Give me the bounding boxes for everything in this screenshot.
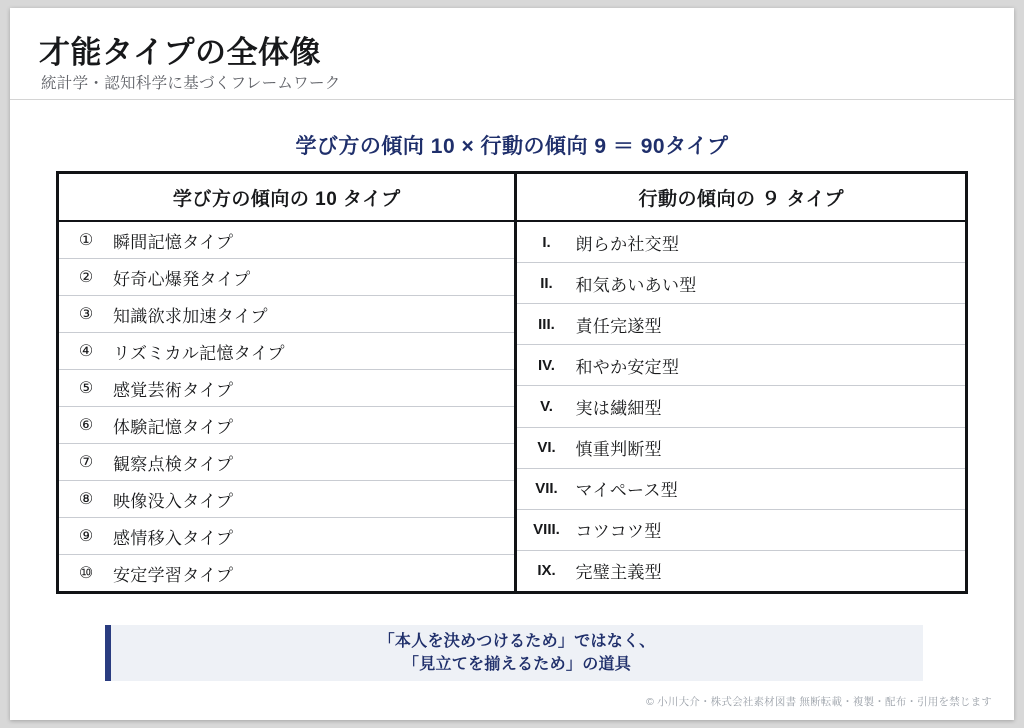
table-row [59, 259, 514, 296]
callout-line-1: 「本人を決めつけるため」ではなく、 [378, 632, 656, 650]
learning-types-header: 学び方の傾向の 10 タイプ [59, 174, 514, 222]
behavior-types-header: 行動の傾向の ９ タイプ [517, 174, 965, 222]
table-row [517, 428, 965, 469]
row-label: 観察点検タイプ [113, 454, 234, 474]
table-row [59, 407, 514, 444]
table-row [517, 469, 965, 510]
table-row [59, 222, 514, 259]
behavior-types-rows [517, 222, 965, 591]
row-label: マイペース型 [575, 481, 679, 501]
row-label: リズミカル記憶タイプ [113, 343, 285, 363]
row-number: ① [78, 232, 94, 249]
callout-line-2: 「見立てを揃えるため」の道具 [402, 656, 632, 673]
row-label: 安定学習タイプ [113, 565, 234, 585]
table-row [517, 304, 965, 345]
row-label: 映像没入タイプ [113, 491, 234, 511]
table-row [517, 386, 965, 427]
row-label: 和気あいあい型 [575, 275, 697, 295]
types-table [56, 171, 968, 594]
slide-header [10, 8, 1014, 100]
row-label: 感覚芸術タイプ [113, 380, 234, 400]
row-number: ④ [78, 343, 94, 360]
row-label: 実は繊細型 [575, 398, 662, 418]
row-number: VI. [537, 439, 556, 457]
row-label: 体験記憶タイプ [113, 417, 234, 437]
row-number: ③ [78, 306, 94, 323]
formula-text: 学び方の傾向 10 × 行動の傾向 9 ＝ 90タイプ [295, 135, 729, 158]
table-row [517, 345, 965, 386]
row-number: VIII. [533, 521, 560, 539]
row-label: 感情移入タイプ [113, 528, 234, 548]
row-label: コツコツ型 [575, 522, 662, 542]
row-number: IV. [538, 356, 555, 374]
table-row [59, 444, 514, 481]
behavior-types-column [517, 174, 965, 591]
row-number: ⑧ [78, 491, 94, 508]
page-subtitle: 統計学・認知科学に基づくフレームワーク [41, 75, 341, 92]
row-number: I. [542, 233, 551, 251]
table-row [517, 551, 965, 591]
table-row [59, 555, 514, 591]
table-row [59, 481, 514, 518]
row-number: ⑩ [78, 565, 94, 582]
row-number: ⑨ [78, 528, 94, 545]
slide [10, 8, 1014, 720]
table-row [59, 370, 514, 407]
row-number: III. [538, 315, 555, 333]
table-row [59, 333, 514, 370]
row-number: ⑥ [78, 417, 94, 434]
row-label: 朗らか社交型 [575, 234, 680, 254]
table-row [59, 296, 514, 333]
row-number: II. [540, 274, 553, 292]
row-label: 知識欲求加速タイプ [113, 306, 268, 326]
row-label: 完璧主義型 [575, 563, 662, 583]
table-row [517, 510, 965, 551]
table-row [517, 222, 965, 263]
page-title: 才能タイプの全体像 [39, 35, 321, 70]
learning-types-column [59, 174, 517, 591]
row-number: V. [540, 397, 553, 415]
row-number: ⑤ [78, 380, 94, 397]
learning-types-rows [59, 222, 514, 591]
row-label: 好奇心爆発タイプ [113, 269, 251, 289]
row-label: 責任完遂型 [575, 316, 662, 336]
table-row [517, 263, 965, 304]
row-label: 和やか安定型 [575, 357, 680, 377]
row-number: ② [78, 269, 94, 286]
table-row [59, 518, 514, 555]
row-number: ⑦ [78, 454, 94, 471]
row-number: IX. [537, 562, 556, 580]
row-label: 慎重判断型 [575, 440, 662, 460]
copyright-text: © 小川大介・株式会社素材図書 無断転載・複製・配布・引用を禁じます [646, 696, 992, 708]
callout-box [105, 625, 923, 681]
row-number: VII. [535, 480, 558, 498]
row-label: 瞬間記憶タイプ [113, 232, 234, 252]
